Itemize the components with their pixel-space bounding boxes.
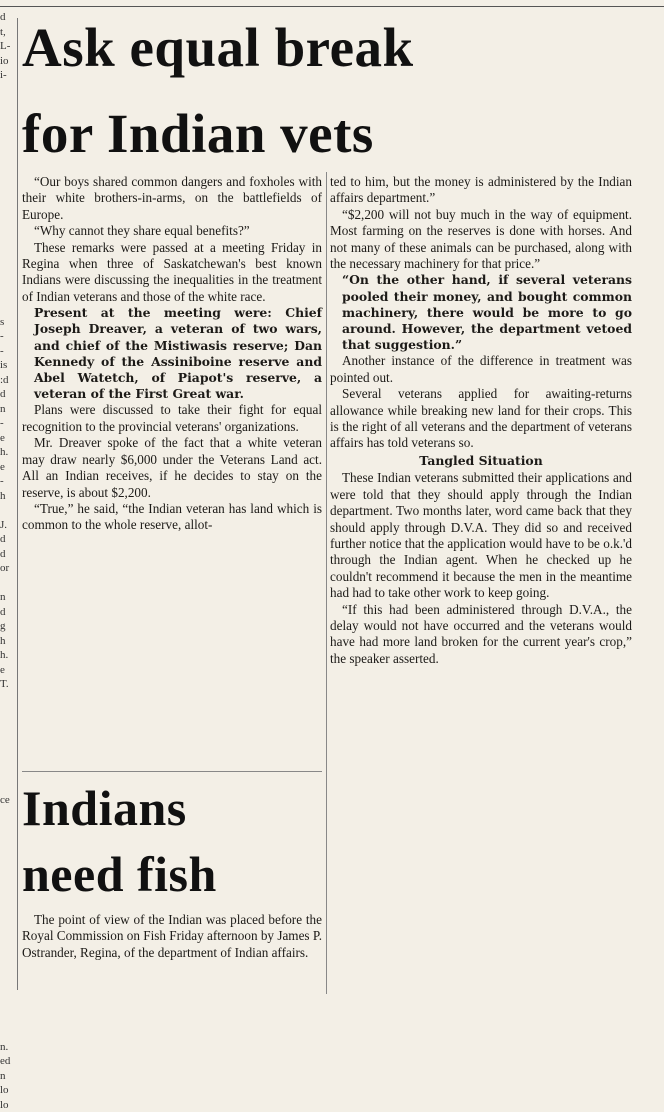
subhead: Tangled Situation bbox=[419, 452, 543, 468]
article-column-2 bbox=[330, 174, 632, 667]
paragraph: Another instance of the difference in treatment was pointed out. bbox=[330, 353, 632, 385]
headline2-line-2: need fish bbox=[22, 846, 217, 902]
paragraph: These Indian veterans submitted their applications and were told that they should apply through the Indian department. Two months later, word came back that they should apply through D.V.A. They did so and received further notice that the application would have to be o.k.'d through the Indian agent. When he checked up he couldn't recommend it because the men in the meantime had had to take other work to keep going. bbox=[330, 470, 632, 601]
article-column-1 bbox=[22, 174, 322, 534]
column-divider bbox=[326, 172, 327, 994]
article-separator bbox=[22, 771, 322, 772]
left-column-rule bbox=[17, 18, 18, 990]
paragraph: Plans were discussed to take their fight for equal recognition to the provincial veterans' organizations. bbox=[22, 402, 322, 434]
top-border-rule bbox=[0, 6, 664, 7]
paragraph: “Our boys shared common dangers and foxholes with their white brothers-in-arms, on the battlefields of Europe. bbox=[22, 174, 322, 222]
headline2-line-1: Indians bbox=[22, 780, 187, 836]
bold-paragraph: “On the other hand, if several veterans pooled their money, and bought common machinery, there would be more to go around. However, the department vetoed that suggestion.” bbox=[342, 272, 632, 353]
bold-paragraph: Present at the meeting were: Chief Joseph Dreaver, a veteran of two wars, and chief of the Mistiwasis reserve; Dan Kennedy of the Assiniboine reserve and Abel Watetch, of Piapot's reserve, a veteran of the First Great war. bbox=[34, 305, 322, 402]
left-column-fragments: d t, L- io i- s - - is :d d n - e h. e - h J. d d or n d g h h. e T. ce n. ed n lo lo bbox=[0, 11, 11, 1111]
paragraph: Mr. Dreaver spoke of the fact that a white veteran may draw nearly $6,000 under the Veterans Land act. All an Indian receives, if he decides to stay on the reserve, is about $2,200. bbox=[22, 435, 322, 500]
paragraph: “True,” he said, “the Indian veteran has land which is common to the whole reserve, allot- bbox=[22, 500, 322, 533]
headline-line-2: for Indian vets bbox=[22, 103, 374, 164]
paragraph: ted to him, but the money is administered by the Indian affairs department.” bbox=[330, 174, 632, 206]
paragraph: These remarks were passed at a meeting Friday in Regina when three of Saskatchewan's best known Indians were discussing the inequalities in the treatment of Indian veterans and those of the white race. bbox=[22, 239, 322, 304]
paragraph: “$2,200 will not buy much in the way of equipment. Most farming on the reserves is done with horses. And not many of these animals can be purchased, along with the necessary machinery for that price.” bbox=[330, 206, 632, 272]
paragraph: “If this had been administered through D.V.A., the delay would not have occurred and the veterans would have had more land broken for the current year's crop,” the speaker asserted. bbox=[330, 601, 632, 666]
article2-column bbox=[22, 912, 322, 961]
paragraph: The point of view of the Indian was placed before the Royal Commission on Fish Friday afternoon by James P. Ostrander, Regina, of the department of Indian affairs. bbox=[22, 912, 323, 960]
headline-line-1: Ask equal break bbox=[22, 17, 414, 78]
paragraph: “Why cannot they share equal benefits?” bbox=[34, 223, 250, 239]
paragraph: Several veterans applied for awaiting-returns allowance while breaking new land for their crops. This is the right of all veterans and the department of veterans affairs has told veterans so. bbox=[330, 386, 632, 451]
